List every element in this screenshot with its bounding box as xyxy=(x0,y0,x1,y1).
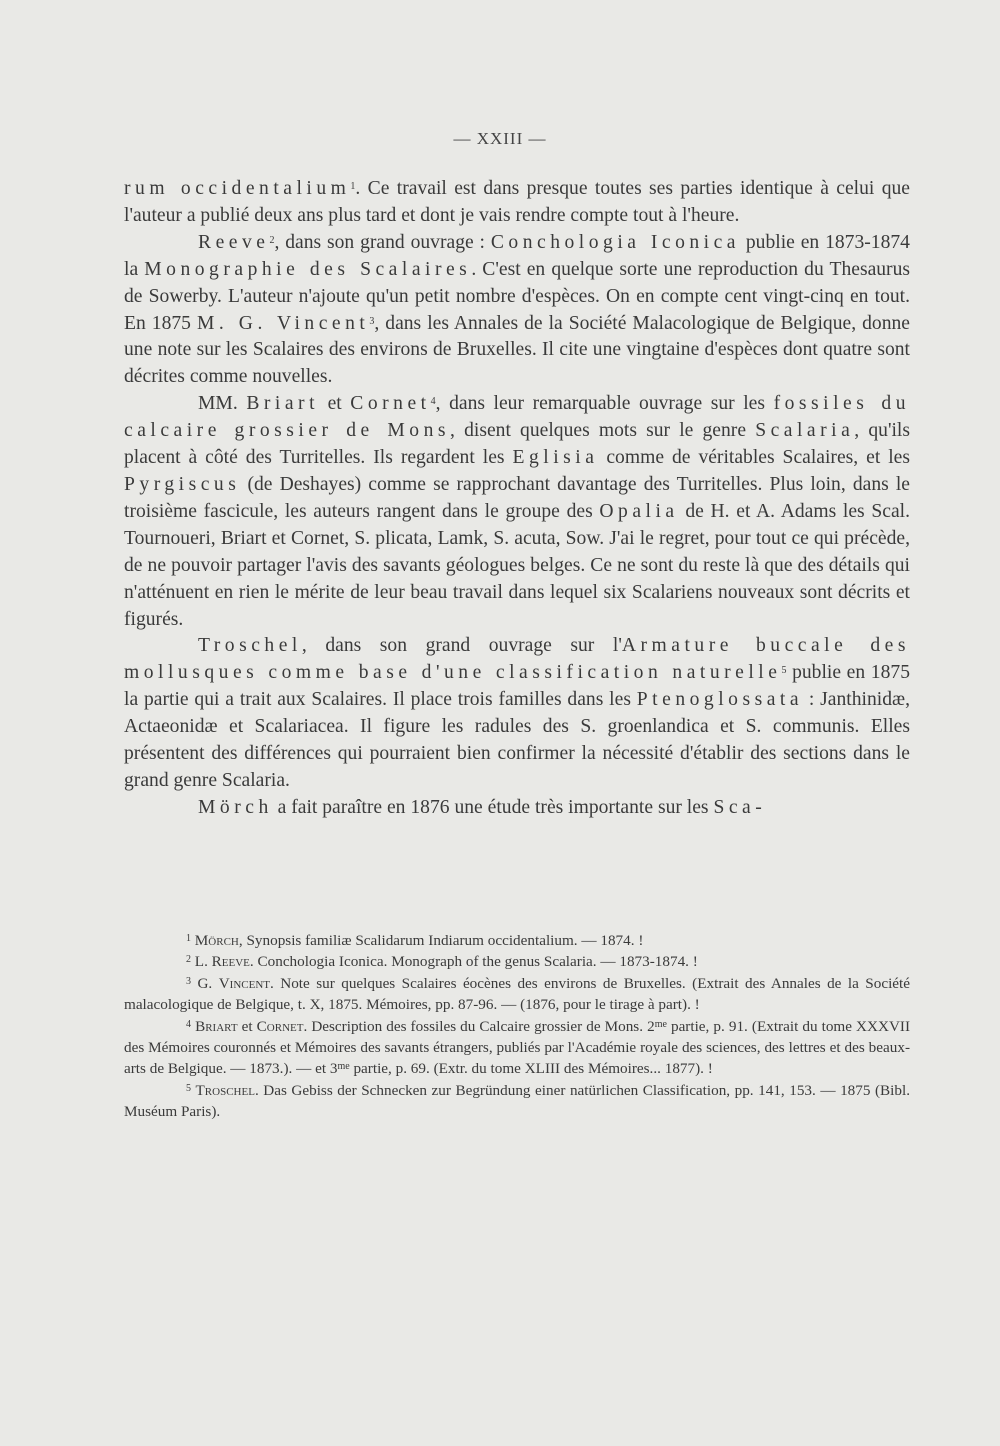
spaced-term: Pyrgiscus xyxy=(124,473,241,495)
text-run: , dans les Annales de la Société Malacologique de Belgique, donne une note sur les Scalaires des environs de Bruxelles. Il cite une vingtaine d'espèces dont quatre sont décrites comme nouvelles. xyxy=(124,312,910,388)
spaced-term: Reeve xyxy=(198,231,270,253)
text-run: : Janthinidæ, Actaeonidæ et Scalariacea. Il figure les radules des S. groenlandica et S. communis. Elles présentent des différences qui pourraient bien confirmer la nécessité d'établir des sections dans le grand genre Scalaria. xyxy=(124,689,910,791)
author-name: Vincent xyxy=(218,974,270,992)
text-run: , Synopsis familiæ Scalidarum Indiarum occidentalium. — 1874. ! xyxy=(238,932,644,949)
page-number-header: — XXIII — xyxy=(453,129,547,148)
text-run: L. xyxy=(191,953,212,971)
footnote-marker: 3 xyxy=(369,315,375,327)
text-run: . Note sur quelques Scalaires éocènes des environs de Bruxelles. (Extrait des Annales de la Société malacologique de Belgique, t. X, 1875. Mémoires, pp. 87-96. — (1876, pour le tirage à part). ! xyxy=(124,974,910,1014)
footnote-marker: 5 xyxy=(781,665,787,677)
text-run: et xyxy=(319,393,351,415)
spaced-term: Mörch xyxy=(198,796,273,818)
footnote xyxy=(124,1080,910,1123)
text-run: a fait paraître en 1876 une étude très importante sur les xyxy=(272,796,714,818)
text-run: . Das Gebiss der Schnecken zur Begründung einer natürlichen Classification, pp. 141, 153. — 1875 (Bibl. Muséum Paris). xyxy=(124,1081,910,1121)
spaced-term: Armature buccale des mollusques comme base d'une classification naturelle xyxy=(124,635,910,684)
author-name: Mörch xyxy=(194,932,239,949)
spaced-term: Conchologia Iconica xyxy=(490,231,741,253)
text-run: publie en 1875 la partie qui a trait aux Scalaires. Il place trois familles dans les xyxy=(124,662,910,711)
text-run: . Description des fossiles du Calcaire grossier de Mons. 2 xyxy=(303,1017,655,1035)
paragraph xyxy=(124,391,910,633)
text-run: G. xyxy=(191,974,219,992)
paragraph xyxy=(124,795,910,822)
spaced-term: Scalaria xyxy=(755,420,855,442)
text-run: publie en 1873-1874 la xyxy=(124,231,910,280)
text-run: partie, p. 91. (Extrait du tome XXXVII des Mémoires couronnés et Mémoires des savants étrangers, publiés par l'Académie royale des sciences, des lettres et des beaux-arts de Belgique. — 1873.). — et 3 xyxy=(124,1017,911,1078)
paragraph xyxy=(124,633,910,794)
text-run: . Conchologia Iconica. Monograph of the genus Scalaria. — 1873-1874. ! xyxy=(249,953,698,971)
footnote xyxy=(124,973,910,1016)
text-run: et xyxy=(237,1017,257,1035)
spaced-term: M. G. Vincent xyxy=(196,312,370,334)
spaced-term: Eglisia xyxy=(512,447,599,469)
text-run: . C'est en quelque sorte une reproduction du Thesaurus de Sowerby. L'auteur n'ajoute qu'un petit nombre d'espèces. On en compte cent vingt-cinq en tout. En 1875 xyxy=(124,258,911,334)
spaced-term: Cornet xyxy=(350,393,431,415)
footnotes xyxy=(124,930,910,1123)
text-run: , disent quelques mots sur le genre xyxy=(450,420,756,442)
footnote-marker: 1 xyxy=(350,181,356,192)
spaced-term: Briart xyxy=(246,393,320,415)
spaced-term: Ptenoglossata xyxy=(636,689,804,711)
footnote xyxy=(124,930,910,951)
footnote-marker: 5 xyxy=(186,1082,191,1094)
footnote-marker: 1 xyxy=(186,933,191,944)
text-run: de H. et A. Adams les Scal. Tournoueri, Briart et Cornet, S. plicata, Lamk, S. acuta, Sow. J'ai le regret, pour tout ce qui précède, de ne pouvoir partager l'avis des savants géologues belges. Ce ne sont du reste là que des détails qui n'atténuent en rien le mérite de leur beau travail dans lequel six Scalariens nouveaux sont décrits et figurés. xyxy=(124,500,911,630)
body-text xyxy=(124,176,910,822)
paragraph xyxy=(124,176,910,230)
footnote-marker: me xyxy=(654,1018,667,1030)
text-run: comme de véritables Scalaires, et les xyxy=(598,447,911,469)
text-run: , dans son grand ouvrage : xyxy=(274,231,491,253)
footnote-marker: 3 xyxy=(186,975,191,987)
text-run: (de Deshayes) comme se rapprochant davantage des Turritelles. Plus loin, dans le troisième fascicule, les auteurs rangent dans le groupe des xyxy=(124,473,910,522)
footnote-marker: 4 xyxy=(186,1018,191,1030)
spaced-term: Opalia xyxy=(599,500,679,522)
footnote xyxy=(124,951,910,972)
author-name: Briart xyxy=(195,1017,238,1035)
footnote-marker: me xyxy=(337,1061,350,1073)
footnote-marker: 2 xyxy=(186,954,191,966)
text-run: , qu'ils placent à côté des Turritelles. Ils regardent les xyxy=(124,420,910,469)
text-run: MM. xyxy=(198,393,247,415)
author-name: Reeve xyxy=(211,953,250,971)
paragraph xyxy=(124,230,910,391)
footnote xyxy=(124,1016,910,1080)
spaced-term: fossiles du calcaire grossier de Mons xyxy=(124,393,910,442)
text-run: , dans son grand ouvrage sur l' xyxy=(301,635,622,657)
text-run: , dans leur remarquable ouvrage sur les xyxy=(435,393,774,415)
footnote-marker: 4 xyxy=(430,396,436,408)
spaced-term: Sca- xyxy=(713,796,767,818)
author-name: Troschel xyxy=(195,1081,255,1099)
spaced-term: Troschel xyxy=(198,635,302,657)
footnote-marker: 2 xyxy=(269,234,275,246)
text-run: partie, p. 69. (Extr. du tome XLIII des Mémoires... 1877). ! xyxy=(349,1060,713,1078)
spaced-term: rum occidentalium xyxy=(124,178,351,199)
spaced-term: Monographie des Scalaires xyxy=(144,258,472,280)
author-name: Cornet xyxy=(256,1017,304,1035)
text-run: . Ce travail est dans presque toutes ses parties identique à celui que l'auteur a publié deux ans plus tard et dont je vais rendre compte tout à l'heure. xyxy=(124,178,911,226)
